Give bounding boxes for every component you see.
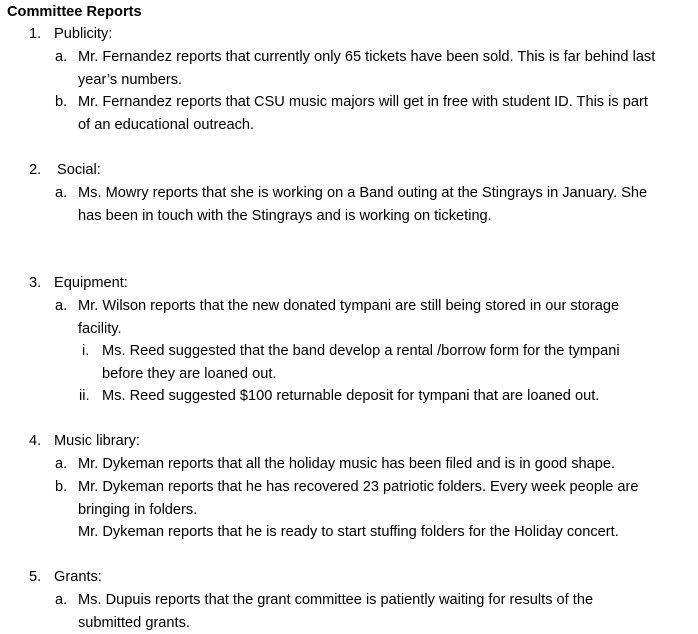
item-continuation-line: Mr. Dykeman reports that he is ready to start stuffing folders for the Holiday concert.: [78, 524, 619, 540]
item-line: Mr. Fernandez reports that CSU music majors will get in free with student ID. This is part: [78, 94, 648, 110]
item-line: Mr. Dykeman reports that all the holiday music has been filed and is in good shape.: [78, 456, 616, 472]
item-text: [78, 476, 690, 521]
item-text: [78, 295, 690, 340]
item-line: submitted grants.: [78, 614, 190, 631]
item-marker: a.: [55, 298, 68, 314]
item-line: of an educational outreach.: [78, 116, 255, 133]
item-marker: a.: [55, 456, 68, 472]
item-text: [78, 46, 690, 91]
subitem-marker: i.: [82, 343, 90, 359]
item-line: has been in touch with the Stingrays and is working on ticketing.: [78, 207, 492, 224]
subitem-line: Ms. Reed suggested that the band develop a rental /borrow form for the tympani: [102, 343, 620, 359]
section-title: Social:: [57, 162, 101, 178]
item-text: [78, 182, 690, 227]
section-title: Music library:: [54, 433, 140, 449]
item-line: bringing in folders.: [78, 501, 198, 518]
item-text: [78, 453, 690, 476]
item-marker: a.: [55, 185, 68, 201]
item-text: [78, 589, 690, 634]
item-line: facility.: [78, 320, 122, 337]
subitem-marker: ii.: [79, 388, 90, 404]
item-line: Mr. Dykeman reports that he has recovered 23 patriotic folders. Every week people are: [78, 479, 639, 495]
section-number: 5.: [29, 569, 42, 585]
item-marker: a.: [55, 49, 68, 65]
section-number: 4.: [29, 433, 42, 449]
section-title: Equipment:: [54, 275, 128, 291]
document-heading: Committee Reports: [7, 4, 142, 20]
subitem-text: [102, 385, 692, 408]
subitem-line: before they are loaned out.: [102, 365, 277, 382]
item-line: Mr. Fernandez reports that currently only 65 tickets have been sold. This is far behind last: [78, 49, 656, 65]
section-number: 1.: [29, 26, 42, 42]
section-number: 2.: [29, 162, 42, 178]
item-marker: a.: [55, 592, 68, 608]
subitem-text: [102, 340, 692, 385]
item-line: year’s numbers.: [78, 71, 183, 88]
item-line: Ms. Dupuis reports that the grant committee is patiently waiting for results of the: [78, 592, 594, 608]
section-title: Publicity:: [54, 26, 113, 42]
item-line: Mr. Wilson reports that the new donated tympani are still being stored in our storage: [78, 298, 620, 314]
item-text: [78, 91, 690, 136]
section-title: Grants:: [54, 569, 102, 585]
subitem-line: Ms. Reed suggested $100 returnable deposit for tympani that are loaned out.: [102, 388, 600, 404]
item-marker: b.: [55, 94, 68, 110]
section-number: 3.: [29, 275, 42, 291]
item-marker: b.: [55, 479, 68, 495]
item-line: Ms. Mowry reports that she is working on a Band outing at the Stingrays in January. She: [78, 185, 648, 201]
